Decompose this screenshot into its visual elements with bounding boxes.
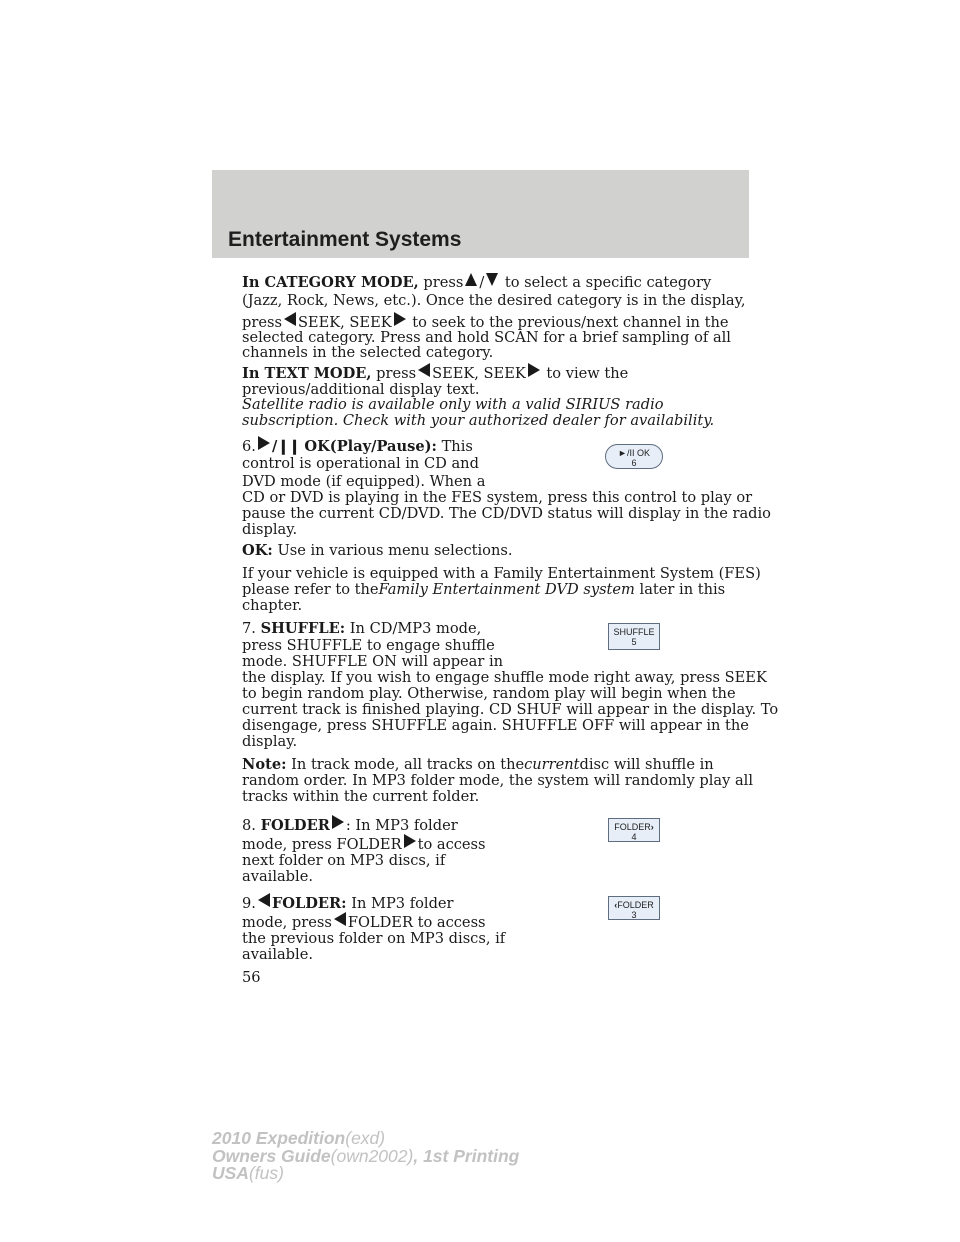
folder-prev-button: ‹FOLDER 3 [608, 896, 660, 920]
item9-line-1: 9. FOLDER: In MP3 folder [242, 895, 454, 912]
item7-line-3: mode. SHUFFLE ON will appear in [242, 653, 504, 670]
item7-line-7: disengage, press SHUFFLE again. SHUFFLE OFF will appear in the [242, 717, 749, 734]
text-mode-line-1: In TEXT MODE, press SEEK, SEEK to view the [242, 365, 629, 382]
item6-line-6: display. [242, 521, 298, 538]
folder-next-button: FOLDER› 4 [608, 818, 660, 842]
category-mode-label: In CATEGORY MODE, [242, 274, 419, 291]
item7-line-4: the display. If you wish to engage shuffle mode right away, press SEEK [242, 669, 767, 686]
pause-icon: ❙❙ [277, 438, 300, 455]
category-mode-line-2: (Jazz, Rock, News, etc.). Once the desired category is in the display, [242, 292, 746, 309]
text-mode-label: In TEXT MODE, [242, 365, 372, 382]
note-line-3: tracks within the current folder. [242, 788, 480, 805]
print-footer: 2010 Expedition(exd) Owners Guide(own2002), 1st Printing USA(fus) [212, 1128, 520, 1183]
category-mode-line-4: selected category. Press and hold SCAN for a brief sampling of all [242, 329, 731, 346]
section-header [212, 170, 749, 258]
seek-right-icon [528, 363, 540, 377]
satellite-note-line-2: subscription. Check with your authorized dealer for availability. [242, 412, 715, 429]
fes-note-line-3: chapter. [242, 597, 303, 614]
item9-line-2: mode, press FOLDER to access [242, 914, 486, 931]
item6-line-1: 6. /❙❙ OK(Play/Pause): This [242, 438, 473, 455]
chevron-right-icon: › [650, 822, 654, 832]
item9-line-4: available. [242, 946, 313, 963]
category-mode-line-1: In CATEGORY MODE, press / to select a specific category [242, 274, 712, 291]
arrow-up-icon [465, 273, 477, 286]
category-mode-line-3: press SEEK, SEEK to seek to the previous/next channel in the [242, 314, 729, 331]
item8-line-4: available. [242, 868, 313, 885]
item6-line-3: DVD mode (if equipped). When a [242, 473, 486, 490]
item7-line-5: to begin random play. Otherwise, random play will begin when the [242, 685, 736, 702]
item6-label: OK(Play/Pause): [304, 438, 437, 455]
item7-line-6: current track is finished playing. CD SHUF will appear in the display. To [242, 701, 779, 718]
page-number: 56 [242, 969, 261, 986]
satellite-note-line-1: Satellite radio is available only with a valid SIRIUS radio [242, 396, 664, 413]
item8-line-1: 8. FOLDER : In MP3 folder [242, 817, 458, 834]
seek-right-icon [394, 312, 406, 326]
fes-note-line-1: If your vehicle is equipped with a Family Entertainment System (FES) [242, 565, 761, 582]
item7-label: SHUFFLE: [260, 620, 346, 637]
note-line-2: random order. In MP3 folder mode, the system will randomly play all [242, 772, 753, 789]
item6-line-2: control is operational in CD and [242, 455, 479, 472]
seek-left-icon [418, 363, 430, 377]
seek-left-icon [284, 312, 296, 326]
folder-next-icon [332, 815, 344, 829]
folder-next-icon [404, 834, 416, 848]
item9-label: FOLDER: [271, 895, 347, 912]
section-title: Entertainment Systems [228, 228, 462, 251]
item7-line-8: display. [242, 733, 298, 750]
item9-line-3: the previous folder on MP3 discs, if [242, 930, 506, 947]
ok-note: OK: Use in various menu selections. [242, 542, 513, 559]
item6-line-5: pause the current CD/DVD. The CD/DVD status will display in the radio [242, 505, 771, 522]
category-mode-line-5: channels in the selected category. [242, 344, 494, 361]
folder-prev-icon [258, 893, 270, 907]
item8-label: FOLDER [260, 817, 330, 834]
item7-line-1: 7. SHUFFLE: In CD/MP3 mode, [242, 620, 482, 637]
fes-note-line-2: please refer to theFamily Entertainment DVD system later in this [242, 581, 726, 598]
item6-line-4: CD or DVD is playing in the FES system, press this control to play or [242, 489, 753, 506]
folder-prev-icon [334, 912, 346, 926]
item7-line-2: press SHUFFLE to engage shuffle [242, 637, 495, 654]
ok-play-pause-button: ►/II OK 6 [605, 444, 663, 469]
note-line-1: Note: In track mode, all tracks on thecurrentdisc will shuffle in [242, 756, 714, 773]
shuffle-button: SHUFFLE 5 [608, 623, 660, 650]
play-icon [258, 436, 270, 450]
arrow-down-icon [486, 273, 498, 286]
text-mode-line-2: previous/additional display text. [242, 381, 480, 398]
item8-line-3: next folder on MP3 discs, if [242, 852, 446, 869]
chevron-left-icon: ‹ [614, 900, 618, 910]
item8-line-2: mode, press FOLDER to access [242, 836, 486, 853]
